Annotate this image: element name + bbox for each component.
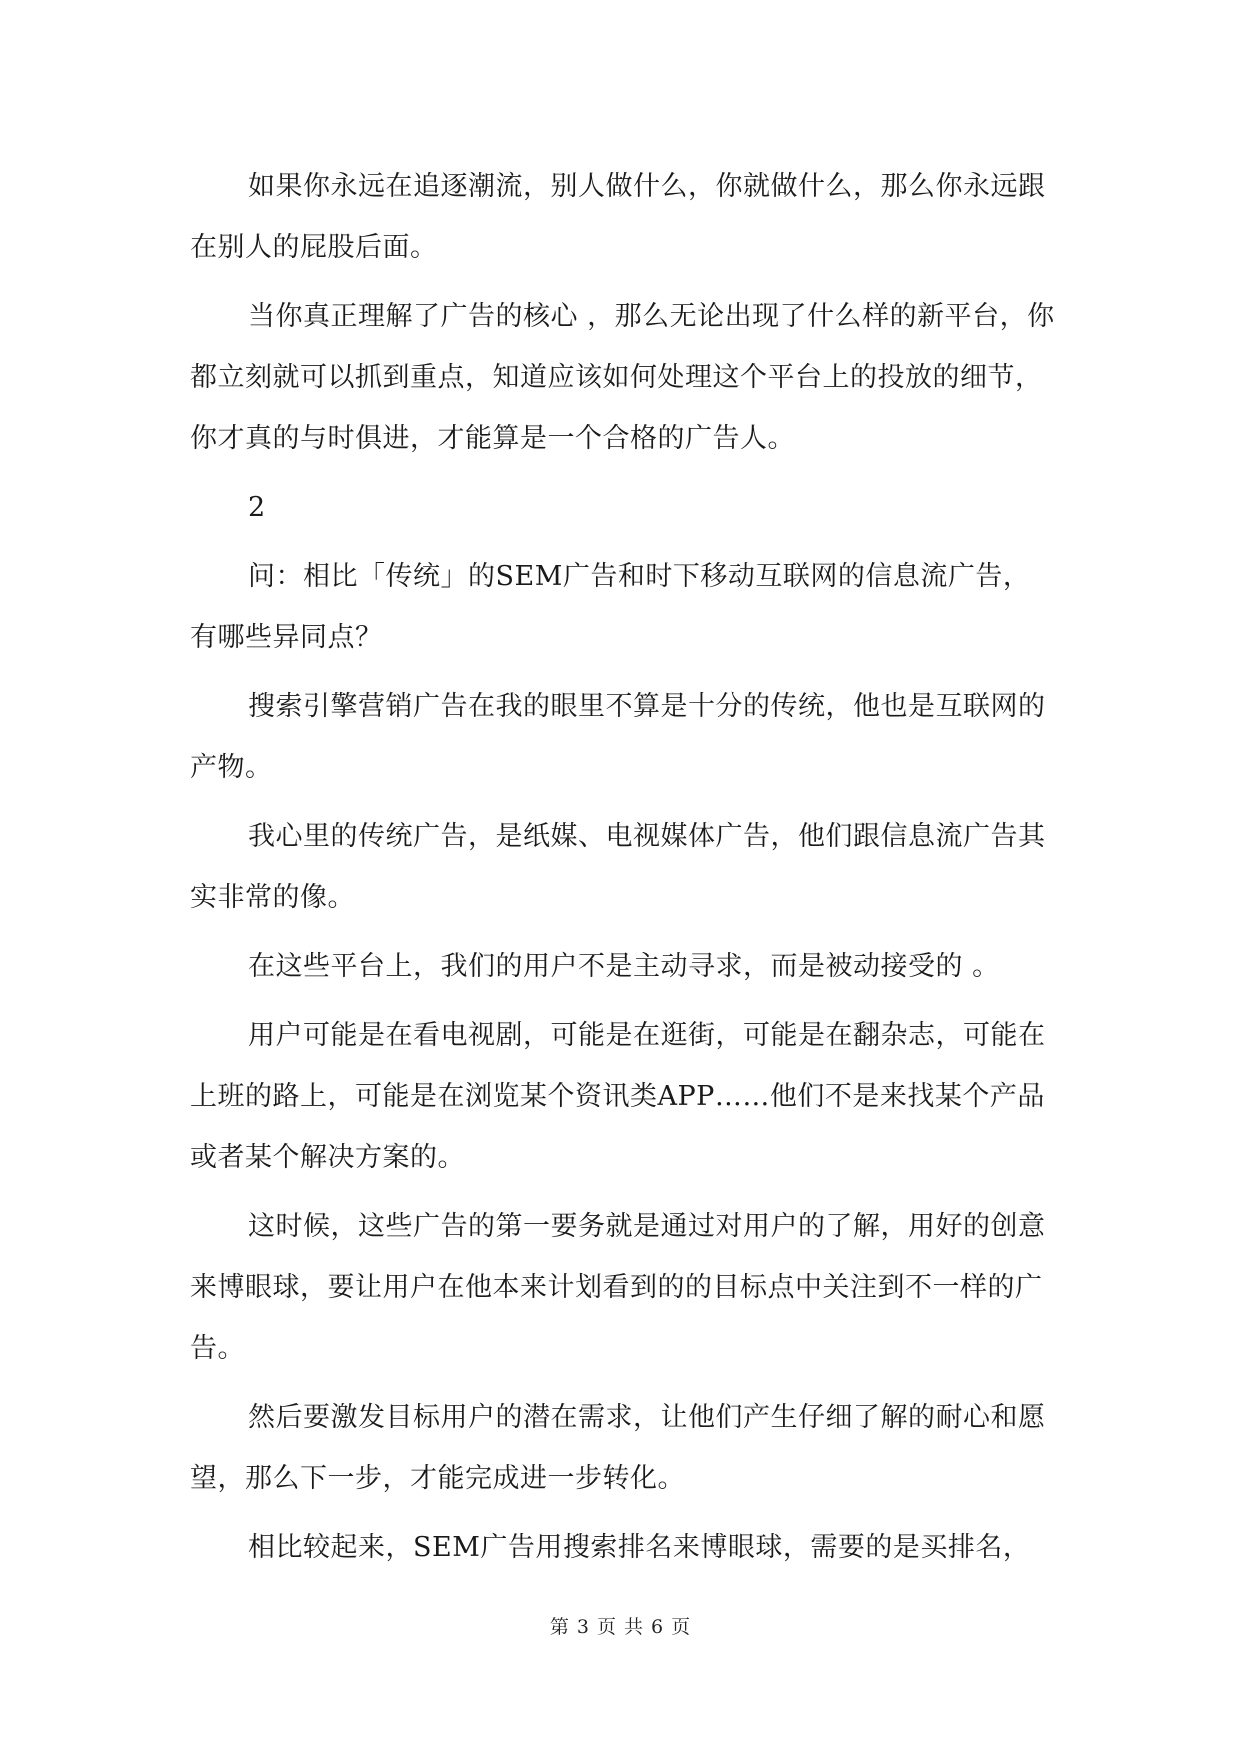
section-number: 2 bbox=[248, 492, 266, 523]
paragraph: 相比较起来，SEM广告用搜索排名来博眼球，需要的是买排名， bbox=[248, 1532, 1031, 1563]
paragraph: 如果你永远在追逐潮流，别人做什么，你就做什么，那么你永远跟在别人的屁股后面。 bbox=[190, 171, 1046, 263]
paragraph: 用户可能是在看电视剧，可能是在逛街，可能是在翻杂志，可能在上班的路上，可能是在浏览某个资讯类APP……他们不是来找某个产品或者某个解决方案的。 bbox=[190, 1020, 1046, 1173]
page-number-footer: 第 3 页 共 6 页 bbox=[549, 1616, 692, 1638]
paragraph: 然后要激发目标用户的潜在需求，让他们产生仔细了解的耐心和愿望，那么下一步，才能完成进一步转化。 bbox=[190, 1402, 1046, 1494]
paragraph: 在这些平台上，我们的用户不是主动寻求，而是被动接受的 。 bbox=[248, 951, 1000, 982]
paragraph: 当你真正理解了广告的核心 ，那么无论出现了什么样的新平台，你都立刻就可以抓到重点，知道应该如何处理这个平台上的投放的细节，你才真的与时俱进，才能算是一个合格的广告人。 bbox=[190, 301, 1055, 454]
paragraph: 我心里的传统广告，是纸媒、电视媒体广告，他们跟信息流广告其实非常的像。 bbox=[190, 821, 1046, 913]
paragraph: 这时候，这些广告的第一要务就是通过对用户的了解，用好的创意 来博眼球，要让用户在他本来计划看到的的目标点中关注到不一样的广告。 bbox=[190, 1211, 1046, 1364]
document-body bbox=[190, 156, 1056, 1586]
paragraph: 搜索引擎营销广告在我的眼里不算是十分的传统，他也是互联网的产物。 bbox=[190, 691, 1046, 783]
question-paragraph: 问：相比「传统」的SEM广告和时下移动互联网的信息流广告，有哪些异同点？ bbox=[190, 561, 1031, 653]
